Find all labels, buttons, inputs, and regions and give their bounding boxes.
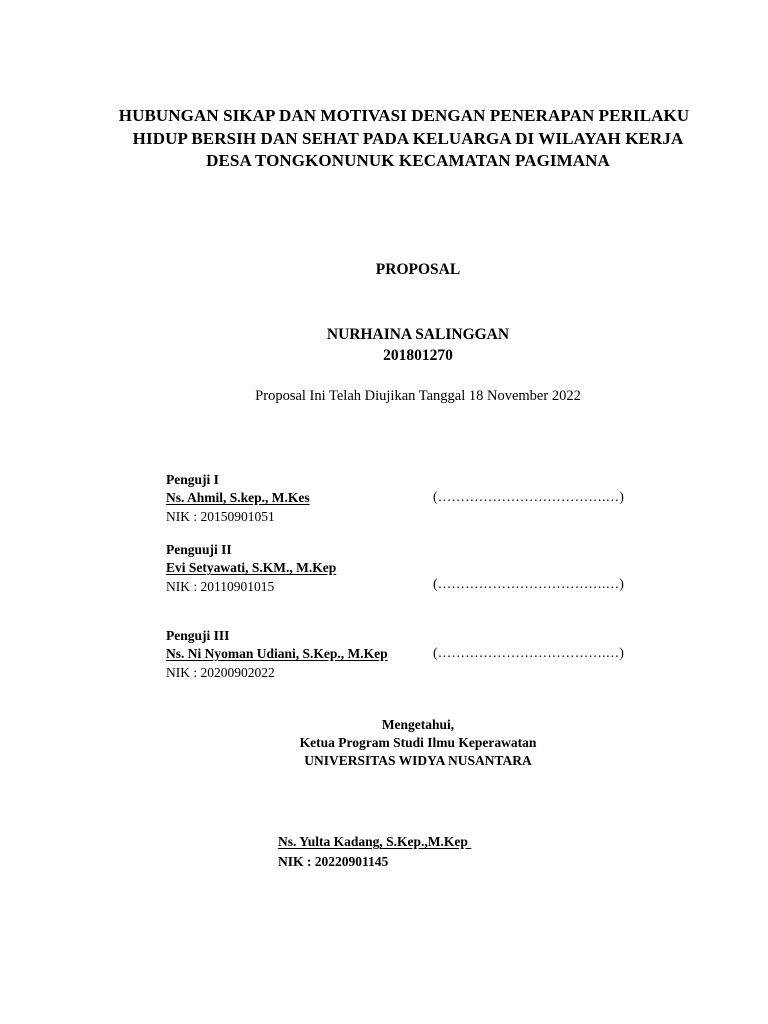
examiner-1-role: Penguji I [166,472,219,487]
title-line-3: DESA TONGKONUNUK KECAMATAN PAGIMANA [206,151,610,170]
title-line-2: HIDUP BERSIH DAN SEHAT PADA KELUARGA DI WILAYAH KERJA [132,128,684,148]
examiner-3-nik: NIK : 20200902022 [166,665,275,680]
program-head-nik: NIK : 20220901145 [278,854,389,869]
examiner-1-signature-line: (……………………………….…) [433,489,625,504]
examiner-3-role: Penguji III [166,628,230,643]
exam-statement: Proposal Ini Telah Diujikan Tanggal 18 November 2022 [255,388,581,404]
acknowledgement-institution: UNIVERSITAS WIDYA NUSANTARA [304,753,532,768]
examiner-2-signature-line: (……………………………….…) [433,576,625,591]
document-type-label: PROPOSAL [375,261,461,278]
examiner-3-signature-line: (……………………………….…) [433,645,625,660]
author-block [0,324,768,366]
acknowledgement-position: Ketua Program Studi Ilmu Keperawatan [299,735,537,750]
examiner-1-name: Ns. Ahmil, S.kep., M.Kes [166,490,310,505]
acknowledgement-label: Mengetahui, [381,717,455,732]
author-student-id: 201801270 [383,347,453,364]
examiner-2-name: Evi Setyawati, S.KM., M.Kep [166,560,337,575]
acknowledgement-block [0,716,768,770]
document-title [0,105,768,173]
examiner-3-name: Ns. Ni Nyoman Udiani, S.Kep., M.Kep [166,646,388,661]
examiner-2-role: Penguuji II [166,542,232,557]
program-head-name: Ns. Yulta Kadang, S.Kep.,M.Kep [278,834,472,849]
author-name: NURHAINA SALINGGAN [326,326,510,343]
title-line-1: HUBUNGAN SIKAP DAN MOTIVASI DENGAN PENERAPAN PERILAKU [118,106,690,125]
examiner-1-nik: NIK : 20150901051 [166,509,275,524]
examiner-2-nik: NIK : 20110901015 [166,579,275,594]
